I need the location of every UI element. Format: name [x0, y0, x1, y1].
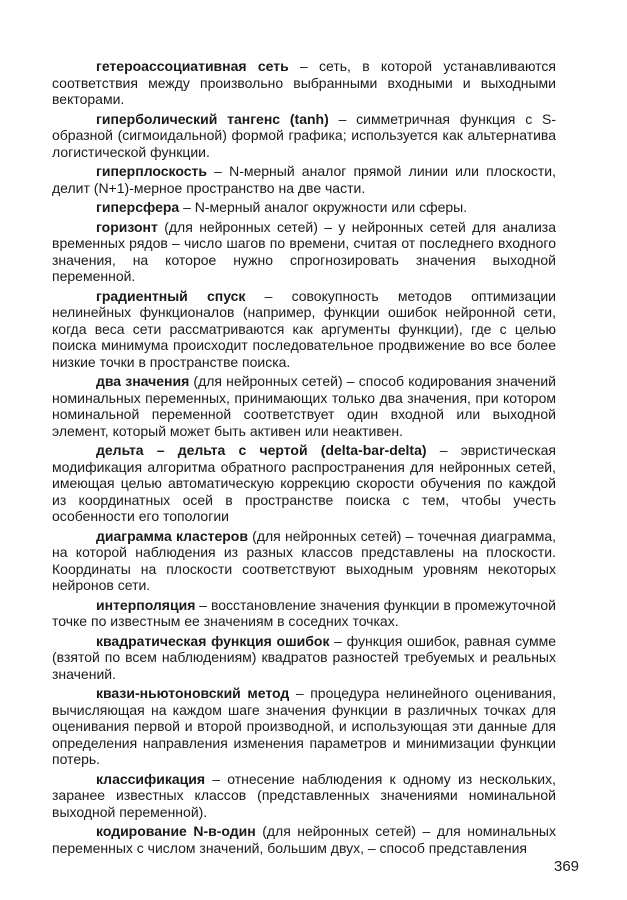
glossary-entry — [52, 685, 556, 768]
entry-definition: (для нейронных сетей) – для номинальных переменных с числом значений, большим двух, – способ представления — [52, 823, 556, 856]
entry-term: квази-ньютоновский метод — [96, 685, 290, 701]
entry-term: интерполяция — [96, 596, 196, 613]
entry-definition: – N-мерный аналог прямой линии или плоскости, делит (N+1)-мерное пространство на две части. — [52, 163, 556, 196]
entry-term: квадратическая функция ошибок — [96, 632, 330, 649]
glossary-entry — [52, 288, 556, 371]
glossary-entry — [52, 58, 556, 108]
entry-term: гетероассоциативная сеть — [96, 58, 289, 74]
entry-term: кодирование N-в-один — [96, 823, 256, 839]
entry-definition: – симметричная функция с S-образной (сигмоидальной) формой графика; используется как альтернатива логистической функции. — [52, 110, 556, 160]
entry-term: дельта – дельта с чертой (delta-bar-delta) — [96, 442, 427, 458]
glossary-entry — [52, 442, 556, 525]
entry-definition: – N-мерный аналог окружности или сферы. — [179, 199, 468, 215]
entry-definition: – эвристическая модификация алгоритма обратного распространения для нейронных сетей, имеющая целью автоматическую коррекцию скорости обучения по каждой из координатных осей в пространстве поиска с тем, чтобы учесть особенности его топологии — [52, 442, 556, 524]
entry-definition: (для нейронных сетей) – способ кодирования значений номинальных переменных, принимающих только два значения, при котором номинальной переменной соответствует один входной или выходной элемент, который может быть активен или неактивен. — [52, 373, 556, 439]
glossary-entry — [52, 219, 556, 285]
entry-term: градиентный спуск — [96, 287, 246, 304]
glossary-entry — [52, 199, 556, 216]
entry-definition: – процедура нелинейного оценивания, вычисляющая на каждом шаге значения функции в различных точках для оценивания первой и второй производной, и использующая эти данные для определения направления изменения параметров и минимизации функции потерь. — [52, 685, 556, 767]
entry-definition: – совокупность методов оптимизации нелинейных функционалов (например, функции ошибок нейронной сети, когда веса сети рассматриваются как аргументы функции), где с целью поиска минимума происходит последовательное продвижение во все более низкие точки в пространстве поиска. — [52, 287, 556, 370]
entry-term: два значения — [96, 373, 190, 389]
glossary-entry — [52, 528, 556, 594]
glossary-entry — [52, 373, 556, 439]
entry-term: гиперболический тангенс (tanh) — [96, 110, 329, 127]
entry-definition: – отнесение наблюдения к одному из нескольких, заранее известных классов (представленных значениями номинальной выходной переменной). — [52, 770, 556, 820]
glossary-page — [52, 58, 556, 859]
entry-term: гиперсфера — [96, 199, 180, 215]
entry-term: гиперплоскость — [96, 163, 207, 179]
page-number-container — [0, 858, 627, 875]
glossary-entry — [52, 111, 556, 161]
glossary-entry — [52, 597, 556, 630]
entry-definition: (для нейронных сетей) – у нейронных сетей для анализа временных рядов – число шагов по времени, считая от последнего входного значения, на которое нужно спрогнозировать значения выходной переменной. — [52, 218, 556, 284]
entry-definition: (для нейронных сетей) – точечная диаграмма, на которой наблюдения из разных классов представлены на плоскости. Координаты на плоскости соответствуют выходным уровням некоторых нейронов сети. — [52, 527, 556, 593]
page-number: 369 — [553, 858, 580, 875]
glossary-entry — [52, 771, 556, 821]
entry-term: диаграмма кластеров — [96, 527, 248, 544]
entry-term: горизонт — [96, 218, 158, 235]
entry-term: классификация — [96, 770, 206, 787]
glossary-entry — [52, 163, 556, 196]
entry-definition: – функция ошибок, равная сумме (взятой по всем наблюдениям) квадратов разностей требуемых и реальных значений. — [52, 632, 556, 682]
entry-definition: – восстановление значения функции в промежуточной точке по известным ее значениям в соседних точках. — [52, 596, 556, 629]
glossary-entry — [52, 633, 556, 683]
glossary-entry — [52, 823, 556, 856]
entry-definition: – сеть, в которой устанавливаются соответствия между произвольно выбранными входными и выходными векторами. — [52, 58, 557, 107]
